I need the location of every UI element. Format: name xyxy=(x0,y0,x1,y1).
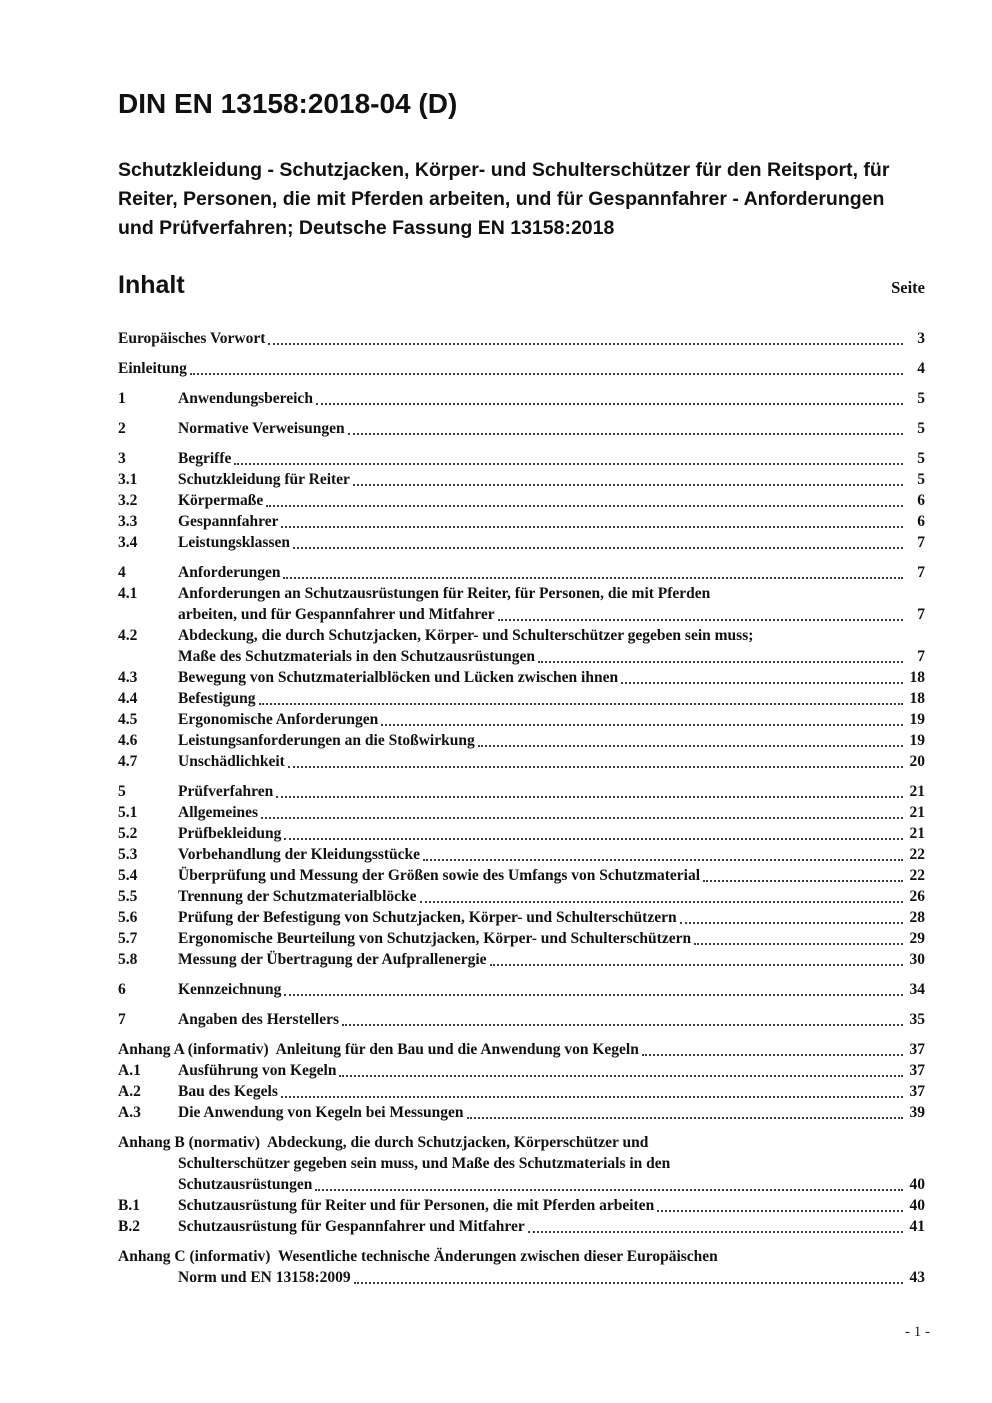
toc-entry-label: Anhang C (informativ) Wesentliche technische Änderungen zwischen dieser Europäischen xyxy=(118,1248,718,1265)
toc-entry-number: B.1 xyxy=(118,1197,140,1214)
toc-entry-label: Anwendungsbereich xyxy=(178,390,313,407)
toc-entry-line xyxy=(118,469,925,490)
toc-entry xyxy=(118,667,925,688)
toc-leader-dots xyxy=(284,838,903,840)
toc-leader-dots xyxy=(283,577,903,579)
toc-entry-label: Einleitung xyxy=(118,360,187,377)
toc-entry-line xyxy=(118,751,925,772)
toc-entry-label: Bau des Kegels xyxy=(178,1083,278,1100)
page-number-footer: - 1 - xyxy=(905,1324,930,1340)
toc-entry-line xyxy=(118,907,925,928)
toc-entry-line xyxy=(118,490,925,511)
toc-entry xyxy=(118,781,925,802)
toc-entry-line xyxy=(118,667,925,688)
toc-entry xyxy=(118,1132,925,1195)
toc-entry-line xyxy=(118,781,925,802)
toc-entry-number: 4.7 xyxy=(118,753,138,770)
toc-entry xyxy=(118,844,925,865)
toc-entry-number: 3.2 xyxy=(118,492,138,509)
toc-entry-label: arbeiten, und für Gespannfahrer und Mitfahrer xyxy=(178,606,495,623)
toc-page-number: 19 xyxy=(909,732,925,749)
toc-list xyxy=(118,328,925,1288)
document-title: Schutzkleidung - Schutzjacken, Körper- und Schulterschützer für den Reitsport, für Reiter, Personen, die mit Pferden arbeiten, und für Gespannfahrer - Anforderungen und Prüfverfahren; Deutsche Fassung EN 13158:2018 xyxy=(118,159,890,239)
toc-page-number: 21 xyxy=(909,804,925,821)
toc-entry-line xyxy=(118,1216,925,1237)
toc-leader-dots xyxy=(657,1210,903,1212)
toc-entry xyxy=(118,949,925,970)
toc-entry-label: Angaben des Herstellers xyxy=(178,1011,340,1028)
toc-entry-number: A.2 xyxy=(118,1083,141,1100)
toc-page-column-label: Seite xyxy=(891,278,925,297)
toc-entry-number: 7 xyxy=(118,1011,126,1028)
toc-entry-line xyxy=(118,1081,925,1102)
toc-page-number: 41 xyxy=(909,1218,925,1235)
toc-entry-label: Prüfung der Befestigung von Schutzjacken, Körper- und Schulterschützern xyxy=(178,909,677,926)
toc-leader-dots xyxy=(538,661,903,663)
toc-entry-number: 4.6 xyxy=(118,732,138,749)
toc-entry-number: 3.4 xyxy=(118,534,138,551)
toc-entry xyxy=(118,688,925,709)
toc-entry xyxy=(118,1060,925,1081)
toc-entry-label: Leistungsanforderungen an die Stoßwirkung xyxy=(178,732,475,749)
toc-leader-dots xyxy=(266,505,903,507)
toc-page-number: 26 xyxy=(909,888,925,905)
toc-entry xyxy=(118,751,925,772)
toc-entry-label: Vorbehandlung der Kleidungsstücke xyxy=(178,846,421,863)
toc-leader-dots xyxy=(353,484,903,486)
toc-entry-label: Begriffe xyxy=(178,450,232,467)
toc-entry-line xyxy=(118,604,925,625)
toc-entry-line xyxy=(118,865,925,886)
toc-page-number: 5 xyxy=(917,390,925,407)
toc-page-number: 40 xyxy=(909,1176,925,1193)
toc-entry-number: A.1 xyxy=(118,1062,141,1079)
toc-leader-dots xyxy=(281,526,903,528)
toc-leader-dots xyxy=(339,1075,903,1077)
toc-entry xyxy=(118,625,925,667)
toc-leader-dots xyxy=(381,724,903,726)
toc-entry xyxy=(118,1039,925,1060)
toc-entry xyxy=(118,979,925,1000)
toc-entry-label: Trennung der Schutzmaterialblöcke xyxy=(178,888,417,905)
toc-entry-label: Schutzausrüstungen xyxy=(178,1176,313,1193)
toc-page-number: 37 xyxy=(909,1041,925,1058)
toc-entry-line xyxy=(118,562,925,583)
toc-leader-dots xyxy=(342,1024,903,1026)
toc-entry-indent xyxy=(118,604,178,625)
toc-entry xyxy=(118,865,925,886)
toc-entry-line xyxy=(118,928,925,949)
toc-entry xyxy=(118,388,925,409)
toc-leader-dots xyxy=(261,817,903,819)
toc-entry-number: 3.1 xyxy=(118,471,138,488)
toc-leader-dots xyxy=(281,1096,903,1098)
toc-leader-dots xyxy=(354,1282,903,1284)
toc-entry xyxy=(118,448,925,469)
toc-entry xyxy=(118,358,925,379)
toc-entry-label: Ausführung von Kegeln xyxy=(178,1062,337,1079)
toc-entry-line xyxy=(118,448,925,469)
toc-entry-line xyxy=(118,688,925,709)
toc-page-number: 22 xyxy=(909,867,925,884)
toc-leader-dots xyxy=(467,1117,903,1119)
toc-entry-label: Anforderungen an Schutzausrüstungen für Reiter, für Personen, die mit Pferden xyxy=(178,585,711,602)
toc-entry-indent xyxy=(118,646,178,667)
toc-entry-label: Schutzausrüstung für Reiter und für Personen, die mit Pferden arbeiten xyxy=(178,1197,655,1214)
toc-entry-label: Normative Verweisungen xyxy=(178,420,345,437)
toc-leader-dots xyxy=(642,1054,903,1056)
toc-entry-indent xyxy=(118,1267,178,1288)
toc-entry xyxy=(118,907,925,928)
toc-entry-number: 5.1 xyxy=(118,804,138,821)
toc-leader-dots xyxy=(694,943,903,945)
toc-entry-label: Anhang A (informativ) Anleitung für den Bau und die Anwendung von Kegeln xyxy=(118,1041,639,1058)
toc-entry xyxy=(118,823,925,844)
toc-page-number: 19 xyxy=(909,711,925,728)
toc-entry-label: Messung der Übertragung der Aufprallenergie xyxy=(178,951,487,968)
toc-entry xyxy=(118,532,925,553)
toc-entry-number: 5.8 xyxy=(118,951,138,968)
toc-leader-dots xyxy=(703,880,903,882)
toc-entry-line xyxy=(118,358,925,379)
toc-entry-line xyxy=(118,625,925,646)
toc-entry-number: 5.3 xyxy=(118,846,138,863)
toc-entry-number: 4.4 xyxy=(118,690,138,707)
toc-entry-label: Schulterschützer gegeben sein muss, und Maße des Schutzmaterials in den xyxy=(178,1155,671,1172)
toc-page-number: 7 xyxy=(917,648,925,665)
toc-page-number: 20 xyxy=(909,753,925,770)
toc-entry-label: Prüfbekleidung xyxy=(178,825,282,842)
toc-entry-line xyxy=(118,1132,925,1153)
toc-page-number: 40 xyxy=(909,1197,925,1214)
toc-entry-line xyxy=(118,1246,925,1267)
toc-entry-number: 3 xyxy=(118,450,126,467)
toc-entry-line xyxy=(118,1195,925,1216)
toc-leader-dots xyxy=(498,619,903,621)
toc-entry-label: Anforderungen xyxy=(178,564,281,581)
toc-entry-line xyxy=(118,511,925,532)
toc-entry-line xyxy=(118,583,925,604)
toc-leader-dots xyxy=(348,433,903,435)
toc-leader-dots xyxy=(268,343,903,345)
toc-entry-line xyxy=(118,886,925,907)
toc-entry-line xyxy=(118,844,925,865)
toc-entry xyxy=(118,730,925,751)
toc-page-number: 35 xyxy=(909,1011,925,1028)
toc-entry-line xyxy=(118,1267,925,1288)
toc-entry xyxy=(118,886,925,907)
toc-leader-dots xyxy=(293,547,903,549)
toc-leader-dots xyxy=(423,859,903,861)
toc-entry-label: Kennzeichnung xyxy=(178,981,282,998)
toc-entry xyxy=(118,583,925,625)
toc-page-number: 6 xyxy=(917,513,925,530)
toc-entry-line xyxy=(118,1009,925,1030)
toc-page-number: 34 xyxy=(909,981,925,998)
toc-entry-indent xyxy=(118,1174,178,1195)
toc-entry-line xyxy=(118,1060,925,1081)
toc-page-number: 21 xyxy=(909,825,925,842)
toc-entry-number: 5.2 xyxy=(118,825,138,842)
toc-entry-label: Allgemeines xyxy=(178,804,259,821)
toc-entry-number: 6 xyxy=(118,981,126,998)
toc-entry xyxy=(118,511,925,532)
toc-entry-label: Abdeckung, die durch Schutzjacken, Körper- und Schulterschützer gegeben sein muss; xyxy=(178,627,754,644)
toc-entry-indent xyxy=(118,1153,178,1174)
toc-page-number: 37 xyxy=(909,1062,925,1079)
toc-entry-line xyxy=(118,730,925,751)
toc-entry-label: Maße des Schutzmaterials in den Schutzausrüstungen xyxy=(178,648,535,665)
toc-leader-dots xyxy=(490,964,903,966)
toc-leader-dots xyxy=(276,796,903,798)
toc-entry xyxy=(118,469,925,490)
toc-entry-number: 3.3 xyxy=(118,513,138,530)
toc-entry-line xyxy=(118,328,925,349)
toc-entry-label: Überprüfung und Messung der Größen sowie des Umfangs von Schutzmaterial xyxy=(178,867,701,884)
toc-entry-line xyxy=(118,532,925,553)
toc-entry-label: Schutzkleidung für Reiter xyxy=(178,471,350,488)
toc-entry xyxy=(118,1246,925,1288)
toc-entry-line xyxy=(118,1153,925,1174)
toc-entry-number: 2 xyxy=(118,420,126,437)
toc-entry-label: Anhang B (normativ) Abdeckung, die durch Schutzjacken, Körperschützer und xyxy=(118,1134,649,1151)
toc-entry-label: Prüfverfahren xyxy=(178,783,274,800)
toc-entry-line xyxy=(118,388,925,409)
toc-entry-label: Befestigung xyxy=(178,690,256,707)
toc-leader-dots xyxy=(190,373,903,375)
toc-entry-label: Leistungsklassen xyxy=(178,534,290,551)
toc-leader-dots xyxy=(234,463,903,465)
toc-entry-number: 5.7 xyxy=(118,930,138,947)
toc-page-number: 7 xyxy=(917,534,925,551)
toc-page-number: 21 xyxy=(909,783,925,800)
toc-entry-line xyxy=(118,646,925,667)
toc-entry xyxy=(118,490,925,511)
toc-entry-number: 5.5 xyxy=(118,888,138,905)
toc-entry-number: 1 xyxy=(118,390,126,407)
toc-entry xyxy=(118,562,925,583)
toc-entry-line xyxy=(118,418,925,439)
toc-entry xyxy=(118,418,925,439)
toc-page-number: 7 xyxy=(917,564,925,581)
toc-page-number: 3 xyxy=(917,330,925,347)
toc-entry-line xyxy=(118,802,925,823)
toc-entry-label: Norm und EN 13158:2009 xyxy=(178,1269,351,1286)
toc-page-number: 6 xyxy=(917,492,925,509)
toc-entry-line xyxy=(118,1039,925,1060)
toc-entry-line xyxy=(118,823,925,844)
toc-entry-number: B.2 xyxy=(118,1218,140,1235)
toc-leader-dots xyxy=(420,901,903,903)
toc-leader-dots xyxy=(288,766,903,768)
toc-entry-number: 5.6 xyxy=(118,909,138,926)
toc-page-number: 28 xyxy=(909,909,925,926)
toc-page-number: 4 xyxy=(917,360,925,377)
toc-entry-line xyxy=(118,709,925,730)
toc-leader-dots xyxy=(284,994,903,996)
toc-entry-label: Schutzausrüstung für Gespannfahrer und Mitfahrer xyxy=(178,1218,525,1235)
toc-entry-label: Bewegung von Schutzmaterialblöcken und Lücken zwischen ihnen xyxy=(178,669,619,686)
toc-leader-dots xyxy=(315,1189,903,1191)
toc-entry-number: 4.3 xyxy=(118,669,138,686)
toc-page-number: 18 xyxy=(909,690,925,707)
toc-entry xyxy=(118,1216,925,1237)
toc-entry-number: 4.1 xyxy=(118,585,138,602)
toc-entry xyxy=(118,1195,925,1216)
toc-page-number: 18 xyxy=(909,669,925,686)
toc-page-number: 43 xyxy=(909,1269,925,1286)
toc-header xyxy=(118,271,925,300)
toc-entry-label: Europäisches Vorwort xyxy=(118,330,266,347)
toc-page-number: 37 xyxy=(909,1083,925,1100)
toc-leader-dots xyxy=(316,403,903,405)
toc-page-number: 5 xyxy=(917,471,925,488)
toc-entry xyxy=(118,1081,925,1102)
toc-entry-number: 4.2 xyxy=(118,627,138,644)
toc-leader-dots xyxy=(528,1231,903,1233)
toc-entry-label: Gespannfahrer xyxy=(178,513,279,530)
toc-entry-line xyxy=(118,979,925,1000)
toc-entry-number: 4.5 xyxy=(118,711,138,728)
toc-entry-number: 4 xyxy=(118,564,126,581)
toc-entry-label: Ergonomische Anforderungen xyxy=(178,711,379,728)
toc-entry-label: Ergonomische Beurteilung von Schutzjacken, Körper- und Schulterschützern xyxy=(178,930,692,947)
toc-entry-line xyxy=(118,949,925,970)
toc-leader-dots xyxy=(621,682,903,684)
toc-page-number: 30 xyxy=(909,951,925,968)
toc-entry xyxy=(118,928,925,949)
toc-heading: Inhalt xyxy=(118,271,185,299)
toc-entry-label: Unschädlichkeit xyxy=(178,753,285,770)
toc-leader-dots xyxy=(478,745,903,747)
toc-page-number: 7 xyxy=(917,606,925,623)
document-number: DIN EN 13158:2018-04 (D) xyxy=(118,88,458,119)
toc-page-number: 39 xyxy=(909,1104,925,1121)
toc-page-number: 5 xyxy=(917,450,925,467)
toc-entry-number: 5 xyxy=(118,783,126,800)
toc-leader-dots xyxy=(680,922,903,924)
toc-entry xyxy=(118,1009,925,1030)
toc-entry-line xyxy=(118,1174,925,1195)
toc-entry-number: 5.4 xyxy=(118,867,138,884)
toc-entry xyxy=(118,328,925,349)
toc-page-number: 22 xyxy=(909,846,925,863)
toc-entry-label: Die Anwendung von Kegeln bei Messungen xyxy=(178,1104,464,1121)
toc-entry xyxy=(118,1102,925,1123)
toc-page-number: 5 xyxy=(917,420,925,437)
toc-entry-number: A.3 xyxy=(118,1104,141,1121)
toc-entry xyxy=(118,802,925,823)
toc-page-number: 29 xyxy=(909,930,925,947)
toc-entry xyxy=(118,709,925,730)
toc-entry-label: Körpermaße xyxy=(178,492,264,509)
toc-leader-dots xyxy=(259,703,904,705)
toc-entry-line xyxy=(118,1102,925,1123)
